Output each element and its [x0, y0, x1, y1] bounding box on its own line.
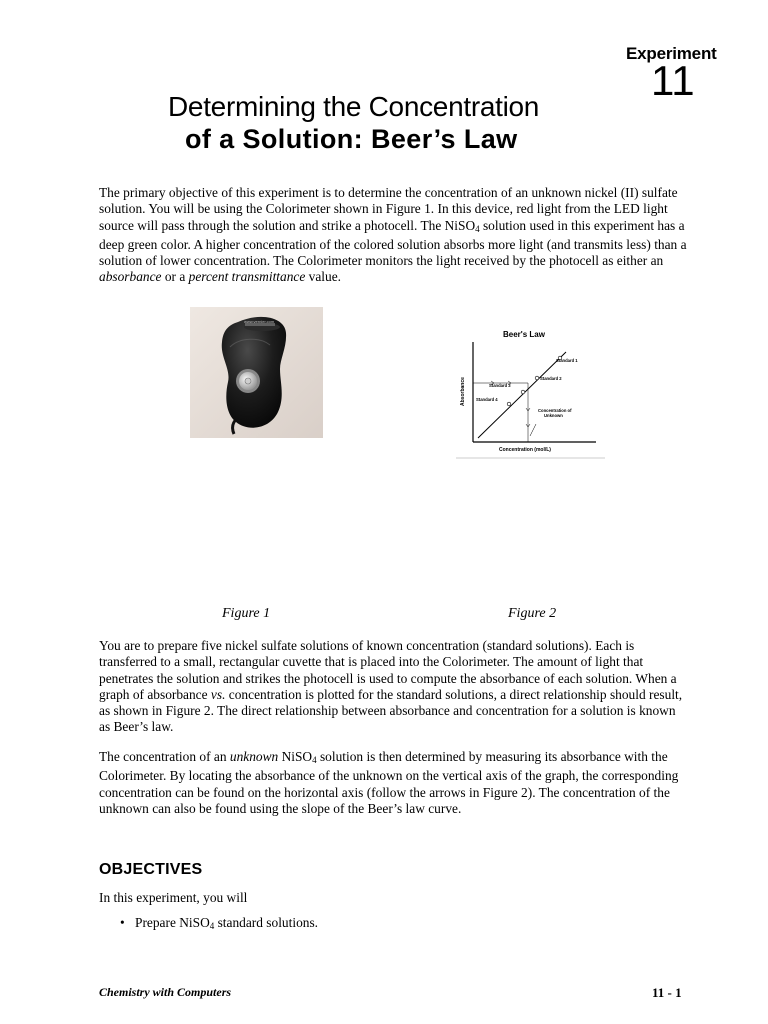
- beers-law-graph: [456, 324, 605, 460]
- standard-4-point: [507, 402, 511, 406]
- objectives-list: [120, 915, 318, 931]
- list-item: • Prepare NiSO$_4$ standard solutions.: [120, 915, 319, 931]
- unknown-concentration-paragraph: The concentration of an unknown NiSO$_4$ solution is then determined by measuring its absorbance with the Colorimeter. By locating the absorbance of the unknown on the vertical axis of the graph, the corresponding concentration can be found on the horizontal axis (follow the arrows in Figure 2). The concentration of the unknown can also be found using the slope of the Beer’s law curve.: [99, 749, 679, 816]
- objectives-intro: In this experiment, you will: [99, 890, 248, 905]
- objectives-heading: OBJECTIVES: [99, 861, 203, 878]
- footer-book-title: Chemistry with Computers: [99, 985, 232, 999]
- device-brand-text: www.vernier.com: [244, 319, 275, 324]
- page-title-line1: Determining the Concentration: [168, 91, 540, 122]
- graph-title: Beer's Law: [503, 330, 545, 339]
- standard-4-label: Standard 4: [476, 397, 498, 402]
- bullet-icon: •: [120, 915, 125, 930]
- experiment-number: 11: [651, 57, 695, 104]
- intro-paragraph: The primary objective of this experiment is to determine the concentration of an unknown nickel (II) sulfate solution. You will be using the Colorimeter shown in Figure 1. In this device, red light from the LED light source will pass through the solution and strike a photocell. The NiSO$_4$ solution used in this experiment has a deep green color. A higher concentration of the colored solution absorbs more light (and transmits less) than a solution of lower concentration. The Colorimeter monitors the light received by the photocell as either an absorbance or a percent transmittance value.: [99, 185, 687, 285]
- figure-2-caption: Figure 2: [508, 606, 557, 621]
- graph-y-label: Absorbance: [460, 377, 466, 406]
- unknown-label-line2: Unknown: [544, 413, 563, 418]
- page-title-line2: of a Solution: Beer’s Law: [185, 124, 518, 154]
- standard-1-label: Standard 1: [556, 358, 578, 363]
- standard-solutions-paragraph: You are to prepare five nickel sulfate solutions of known concentration (standard solutions). Each is transferred to a small, rectangular cuvette that is placed into the Colorimeter. The amount of light that penetrates the solution and strikes the photocell is used to compute the absorbance of each solution. When a graph of absorbance vs. concentration is plotted for the standard solutions, a direct relationship should result, as shown in Figure 2. The direct relationship between absorbance and concentration for a solution is known as Beer’s law.: [99, 638, 683, 735]
- standard-3-label: Standard 3: [489, 383, 511, 388]
- graph-x-label: Concentration (mol/L): [499, 447, 551, 453]
- standard-3-point: [521, 390, 525, 394]
- colorimeter-photo: [190, 307, 323, 438]
- standard-2-point: [535, 376, 539, 380]
- experiment-label: Experiment: [626, 44, 717, 63]
- unknown-label-line1: Concentration of: [538, 408, 572, 413]
- footer-page-number: 11 - 1: [652, 985, 682, 1000]
- standard-2-label: Standard 2: [540, 376, 562, 381]
- figure-1-caption: Figure 1: [222, 606, 271, 621]
